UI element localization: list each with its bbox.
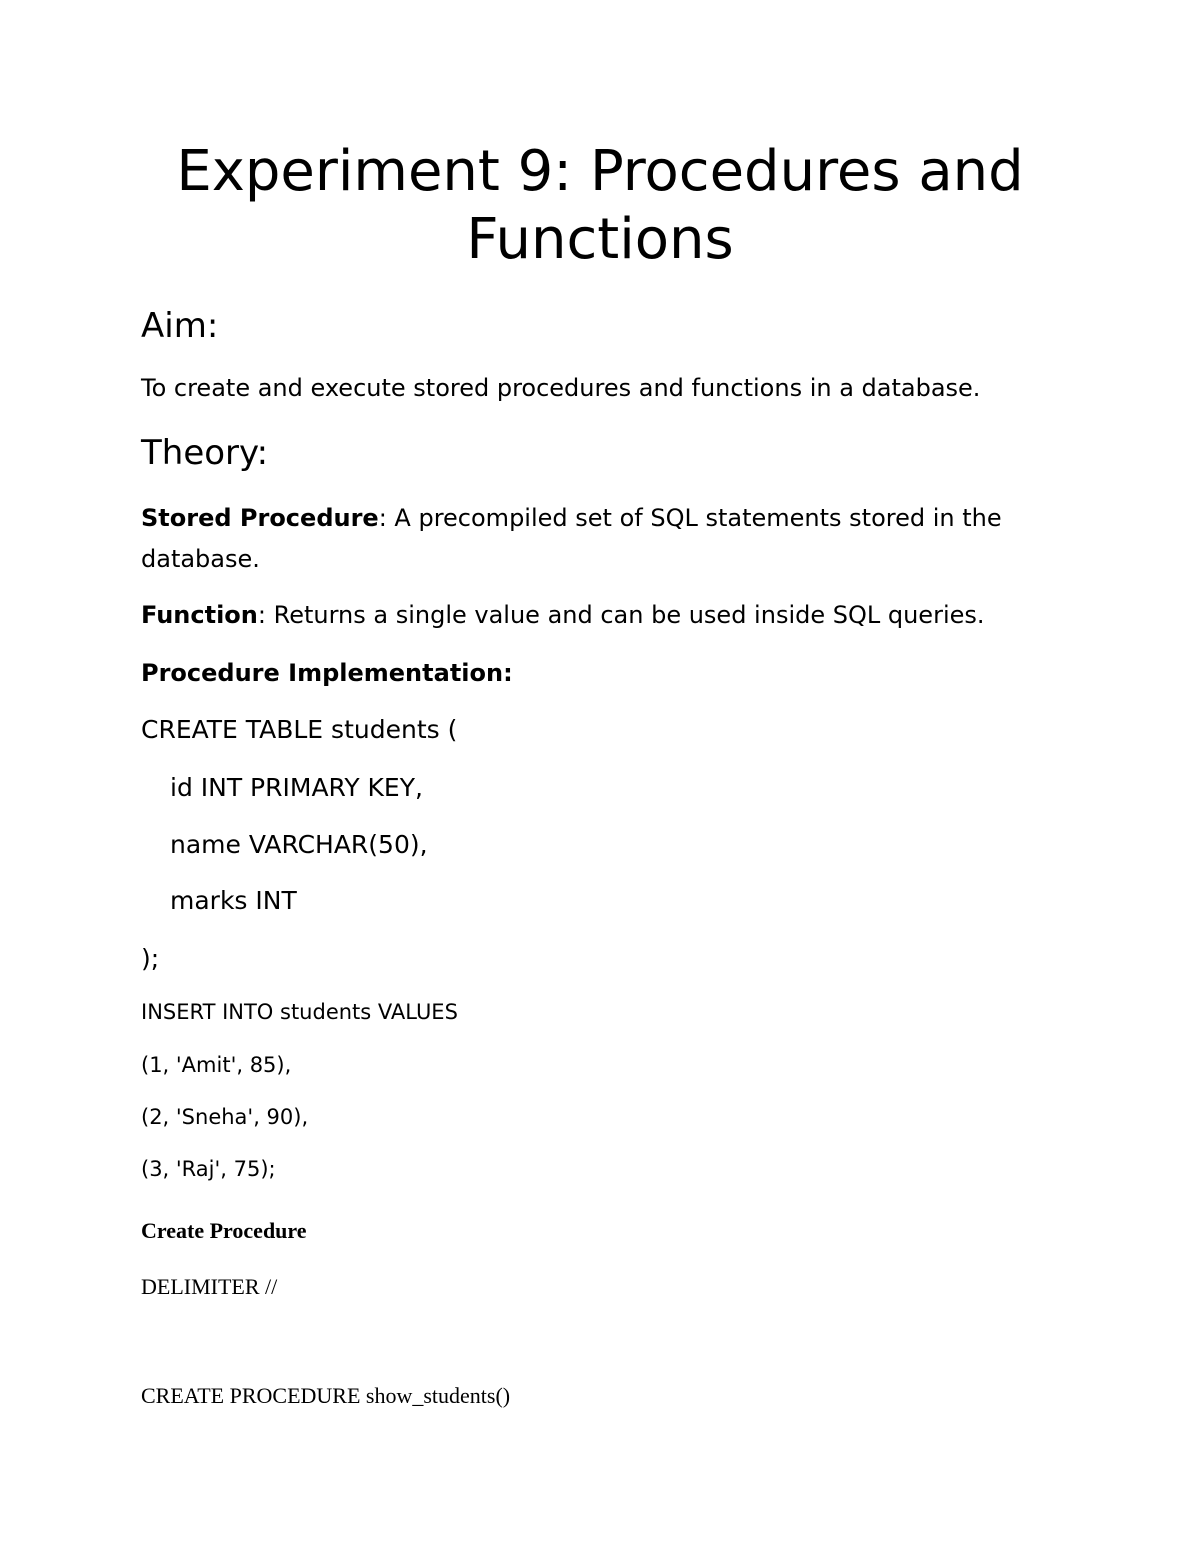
aim-heading: Aim: [141,306,219,346]
column-marks-line: marks INT [170,886,297,915]
function-label: Function [141,601,258,629]
insert-row-3: (3, 'Raj', 75); [141,1157,276,1181]
stored-procedure-definition [141,498,1041,580]
create-table-line: CREATE TABLE students ( [141,715,458,744]
stored-procedure-label: Stored Procedure [141,504,379,532]
column-id-line: id INT PRIMARY KEY, [170,773,423,802]
create-procedure-line: CREATE PROCEDURE show_students() [141,1383,511,1408]
theory-heading: Theory: [141,433,269,473]
insert-line: INSERT INTO students VALUES [141,1000,458,1024]
function-definition [141,595,1041,636]
page-title [0,138,1200,274]
insert-row-2: (2, 'Sneha', 90), [141,1105,309,1129]
column-name-line: name VARCHAR(50), [170,830,428,859]
delimiter-line: DELIMITER // [141,1274,278,1299]
create-procedure-heading: Create Procedure [141,1218,307,1243]
aim-text: To create and execute stored procedures and functions in a database. [141,374,981,402]
insert-row-1: (1, 'Amit', 85), [141,1053,292,1077]
create-table-close-line: ); [141,944,160,973]
page-title-line-1: Experiment 9: Procedures and [176,139,1024,204]
function-text: : Returns a single value and can be used inside SQL queries. [257,601,985,629]
page-title-line-2: Functions [466,207,734,272]
procedure-implementation-heading: Procedure Implementation: [141,659,513,687]
stored-procedure-text: : A precompiled set of SQL statements stored in the database. [141,504,1002,573]
